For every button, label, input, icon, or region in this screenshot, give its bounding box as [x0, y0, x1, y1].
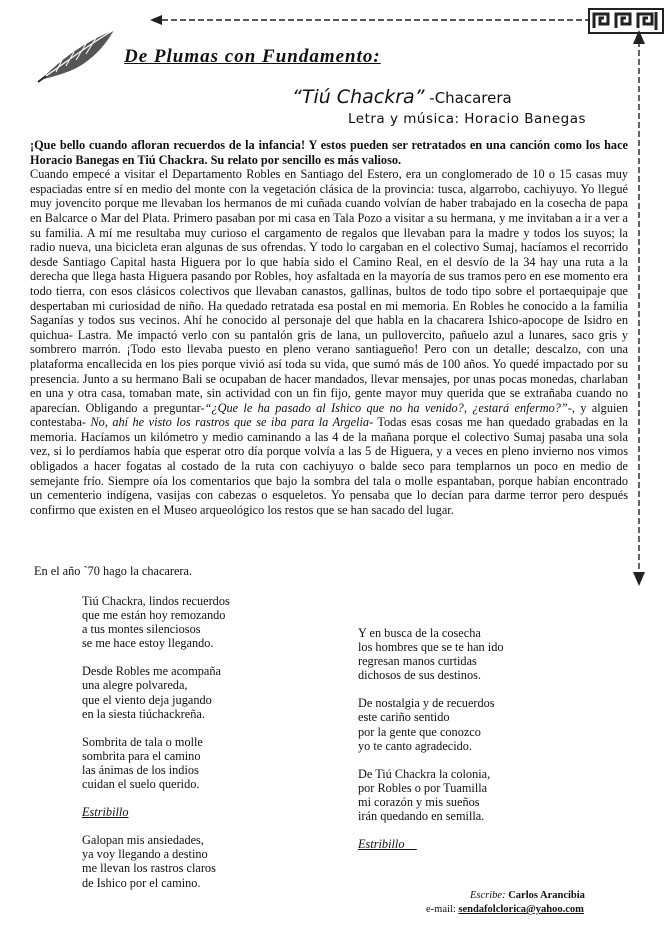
article-text: Todas esas cosas me han quedado grabadas en la memoria. Hacíamos un kilómetro y medio caminando a las 4 de la mañana porque el colectivo Sumaj pasaba una sola vez, si lo perdíamos había que esperar otro día porque volvía a las 5 de Higuera, y a veces en pleno invierno nos vimos obligados a hacer fogatas al costado de la ruta con cachiyuyo o balde seco para templarnos un poco en medio de semejante frío. Siempre oía los comentarios que bajo la sombra del tala o molle espantaban, porque habían encontrado un cementerio indígena, vasijas con cabezas o esqueletos. Yo pensaba que lo decían para darme terror pero después confirmo que existen en el Museo arqueológico los restos que se han sacado del lugar. — [30, 415, 628, 517]
lyric-line: los hombres que se te han ido — [358, 640, 504, 655]
lyric-line: De Tiú Chackra la colonia, — [358, 766, 491, 781]
page-title: De Plumas con Fundamento: — [124, 46, 381, 67]
lyric-line: por Robles o por Tuamilla — [358, 780, 488, 795]
article-text: -, y alguien contestaba- — [30, 400, 628, 430]
lyric-line: Sombrita de tala o molle — [82, 734, 203, 749]
lyrics-column-right — [358, 626, 598, 865]
article-text: Cuando empecé a visitar el Departamento Robles en Santiago del Estero, era un conglomerado de 10 o 15 casas muy espaciadas entre sí en medio del monte con la vegetación clásica de la provincia: tusca, algarrobo, cachiyuyo. Yo llegué muy jovencito porque me llevaban los hermanos de mi cuñada cuando volvían de haber trabajado en la cosecha de papa en Balcarce o Mar del Plata. Primero pasaban por mi casa en Tala Pozo a visitar a su hermana, y me invitaban a ir a ver a su familia. A mí me resultaba muy curioso el cargamento de regalos que llevaban para la madre y todos los suyos; la radio nueva, una bicicleta eran algunas de sus ofrendas. Y todo lo cargaban en el colectivo Sumaj, hacíamos el recorrido desde Santiago Capital hasta Higuera por lo que había sido el Camino Real, en el desvío de la 34 hay una ruta a la derecha que llega hasta Higuera pasando por Robles, hoy asfaltada en la mayoría de sus tramos pero en ese momento era todo tierra, con esos clásicos colectivos que llevaban canastos, gallinas, bultos de todo tipo sobre el portaequipaje que despertaban mi curiosidad de niño. Ha quedado retratada esa postal en mi memoria. En Robles he conocido a la familia Saganías y todos sus vecinos. Ahí he conocido al personaje del que habla en la chacarera Ishico-apocope de Isidro en quichua- Lastra. Me impactó verlo con su pantalón gris de lana, un pullovercito, pañuelo azul a lunares, saco gris y sombrero marrón. ¡Todo esto llevaba puesto en pleno verano santiagueño! Pero con un detalle; descalzo, con una plataforma encallecida en los pies porque vivió así toda su vida, que sumó más de 100 años. Yo quedé impactado por su presencia. Junto a su hermano Bali se ocupaban de hacer mandados, llevar mensajes, por unas pocas monedas, charlaban en una y otra casa, tomaban mate, sin actividad con un fin fijo, gente mayor muy querida que se extrañaba cuando no aparecían. Obligando a preguntar- — [30, 167, 628, 415]
email-line — [426, 904, 584, 915]
lyric-line: en la siesta tiúchackreña. — [82, 706, 205, 721]
lyrics-stanza — [358, 767, 598, 823]
article-paragraph — [30, 167, 628, 517]
lyric-line: regresan manos curtidas — [358, 654, 477, 669]
lyric-line: de Ishico por el camino. — [82, 875, 201, 890]
lyric-line: ya voy llegando a destino — [82, 847, 208, 862]
lyric-line: Galopan mis ansiedades, — [82, 833, 204, 848]
song-credits: Letra y música: Horacio Banegas — [348, 111, 587, 127]
refrain-label: Estribillo — [358, 837, 417, 852]
lyric-line: que me están hoy remozando — [82, 608, 226, 623]
article-quote: “¿Que le ha pasado al Ishico que no ha venido?, ¿estará enfermo?” — [204, 400, 568, 415]
lyrics-stanza — [358, 626, 598, 682]
song-heading — [292, 86, 512, 108]
signature-label: Escribe: — [470, 890, 506, 901]
lyric-line: las ánimas de los indios — [82, 762, 199, 777]
lyric-line: Tiú Chackra, lindos recuerdos — [82, 594, 230, 608]
lyric-line: mi corazón y mis sueños — [358, 794, 480, 809]
lyric-line: De nostalgia y de recuerdos — [358, 696, 495, 711]
signature — [470, 890, 585, 901]
lyric-line: Desde Robles me acompaña — [82, 664, 221, 679]
lyric-line: se me hace estoy llegando. — [82, 636, 214, 651]
lyric-line: por la gente que conozco — [358, 724, 481, 739]
lyric-line: me llevan los rastros claros — [82, 861, 216, 876]
arrow-up-down-icon — [628, 28, 650, 588]
lyrics-stanza — [82, 664, 312, 720]
lyric-line: a tus montes silenciosos — [82, 622, 201, 637]
lyric-line: que el viento deja jugando — [82, 692, 212, 707]
quill-icon — [36, 26, 118, 84]
lyric-line: yo te canto agradecido. — [358, 738, 473, 753]
song-title: “Tiú Chackra” — [292, 86, 425, 108]
refrain-label: Estribillo — [82, 805, 129, 820]
email-label: e-mail: — [426, 904, 459, 915]
lyrics-stanza — [82, 735, 312, 791]
lyric-line: una alegre polvareda, — [82, 678, 188, 693]
lyric-line: este cariño sentido — [358, 710, 450, 725]
lyric-line: cuidan el suelo querido. — [82, 777, 200, 792]
lyrics-stanza — [82, 833, 312, 889]
song-genre: -Chacarera — [424, 89, 512, 107]
lyric-line: Y en busca de la cosecha — [358, 626, 481, 640]
lyric-line: sombrita para el camino — [82, 748, 201, 763]
lyrics-stanza — [358, 696, 598, 752]
lyrics-column-left — [82, 594, 312, 904]
article-body — [30, 138, 628, 517]
lyric-line: irán quedando en semilla. — [358, 809, 485, 824]
arrow-left-icon — [150, 12, 590, 28]
greek-key-ornament — [588, 6, 664, 36]
article-quote: No, ahí he visto los rastros que se iba para la Argelia- — [90, 415, 374, 430]
author-name: Carlos Arancibia — [505, 890, 585, 901]
article-closing-line: En el año `70 hago la chacarera. — [34, 564, 193, 578]
lyrics-stanza — [82, 594, 312, 650]
email-address[interactable]: sendafolclorica@yahoo.com — [458, 904, 584, 915]
article-intro: ¡Que bello cuando afloran recuerdos de la infancia! Y estos pueden ser retratados en una canción como los hace Horacio Banegas en Tiú Chackra. Su relato por sencillo es más valioso. — [30, 138, 628, 167]
lyric-line: dichosos de sus destinos. — [358, 668, 481, 683]
